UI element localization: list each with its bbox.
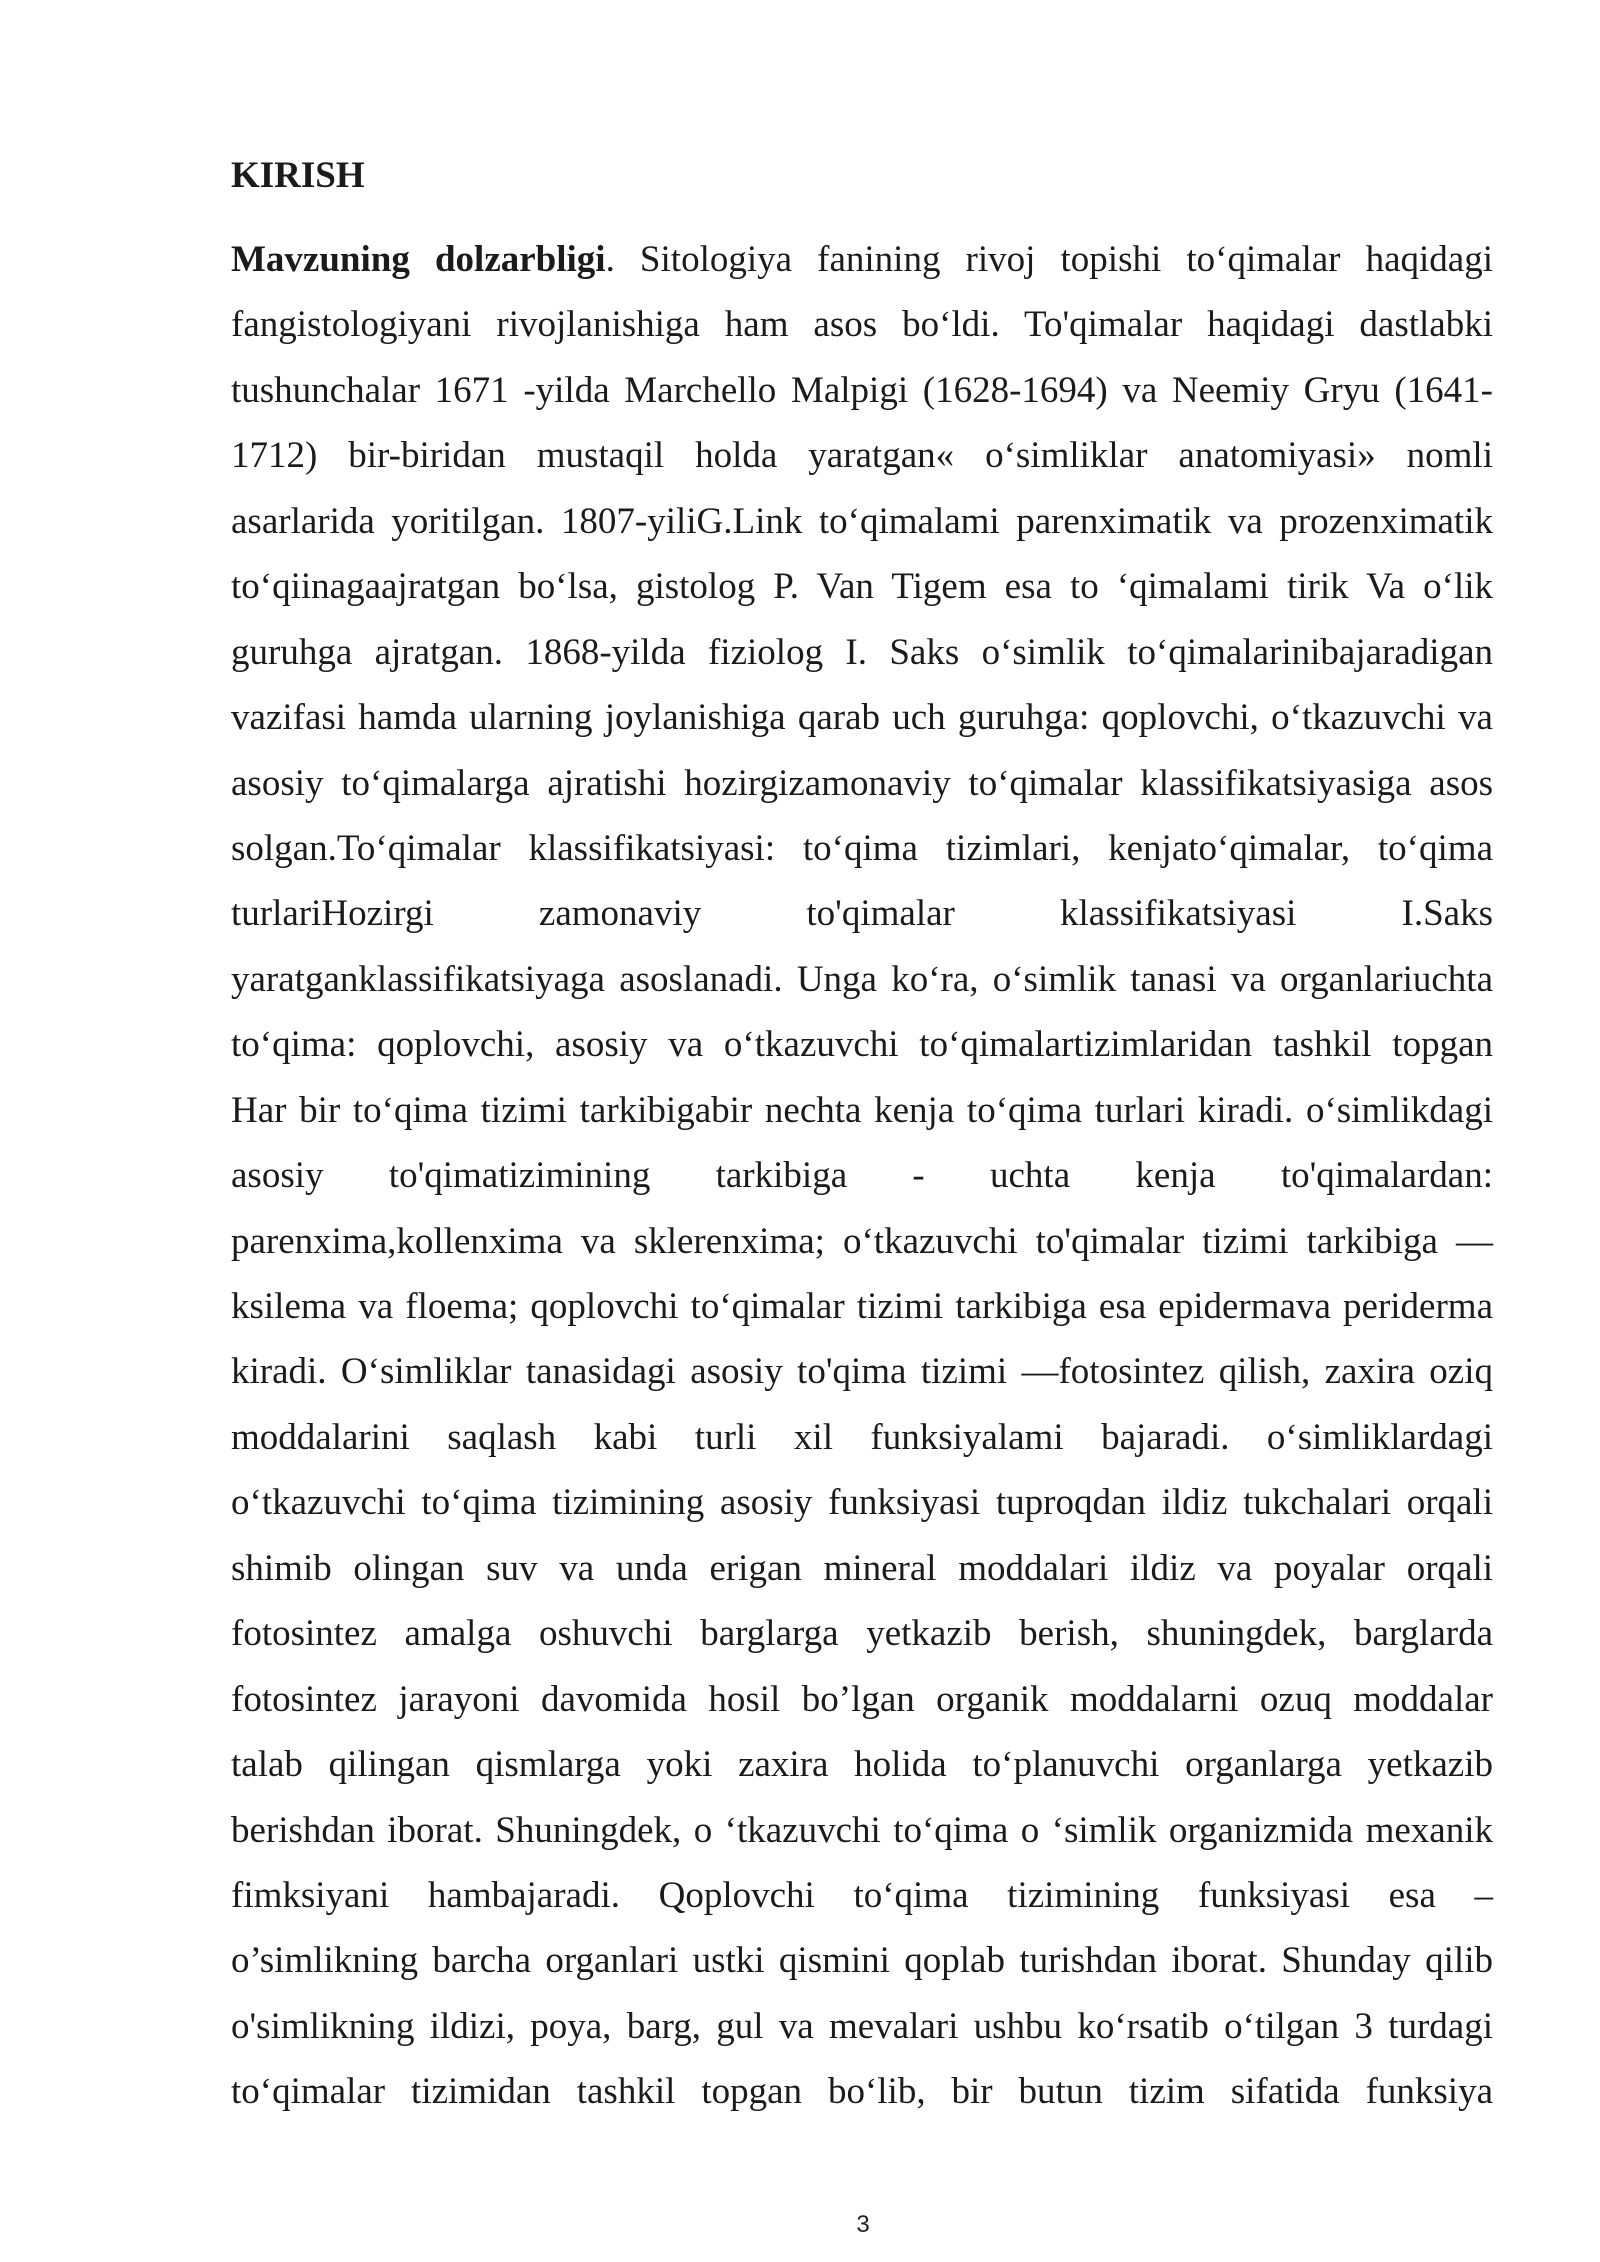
paragraph-line: guruhga ajratgan. 1868-yilda fiziolog I. Saks o‘simlik to‘qimalarinibajaradigan (231, 631, 1493, 673)
paragraph-line: asarlarida yoritilgan. 1807-yiliG.Link to‘qimalami parenximatik va prozenximatik (231, 500, 1493, 542)
paragraph-line: fimksiyani hambajaradi. Qoplovchi to‘qima tizimining funksiyasi esa – (231, 1874, 1493, 1916)
paragraph-line: 1712) bir-biridan mustaqil holda yaratgan« o‘simliklar anatomiyasi» nomli (231, 435, 1493, 477)
paragraph-line: fotosintez amalga oshuvchi barglarga yetkazib berish, shuningdek, barglarda (231, 1613, 1493, 1655)
paragraph-line: moddalarini saqlash kabi turli xil funksiyalami bajaradi. o‘simliklardagi (231, 1416, 1493, 1458)
paragraph-line: o'simlikning ildizi, poya, barg, gul va mevalari ushbu ko‘rsatib o‘tilgan 3 turdagi (231, 2005, 1493, 2047)
paragraph-line: o‘tkazuvchi to‘qima tizimining asosiy funksiyasi tuproqdan ildiz tukchalari orqali (231, 1482, 1493, 1524)
lead-bold-text: Mavzuning dolzarbligi (231, 239, 606, 280)
paragraph-line: to‘qiinagaajratgan bo‘lsa, gistolog P. Van Tigem esa to ‘qimalami tirik Va o‘lik (231, 566, 1493, 608)
paragraph-line: ksilema va floema; qoplovchi to‘qimalar tizimi tarkibiga esa epidermava periderma (231, 1286, 1493, 1327)
paragraph-line: Har bir to‘qima tizimi tarkibigabir nechta kenja to‘qima turlari kiradi. o‘simlikdagi (231, 1089, 1493, 1131)
page-number: 3 (856, 2211, 870, 2238)
paragraph-line: to‘qima: qoplovchi, asosiy va o‘tkazuvchi to‘qimalartizimlaridan tashkil topgan (231, 1024, 1493, 1066)
paragraph-line: parenxima,kollenxima va sklerenxima; o‘tkazuvchi to'qimalar tizimi tarkibiga — (231, 1220, 1493, 1262)
paragraph-line: berishdan iborat. Shuningdek, o ‘tkazuvchi to‘qima o ‘simlik organizmida mexanik (231, 1809, 1493, 1851)
paragraph-line (231, 227, 1495, 292)
lead-text: . Sitologiya fanining rivoj topishi to‘qimalar haqidagi (605, 239, 1493, 280)
paragraph-line: yaratganklassifikatsiyaga asoslanadi. Unga ko‘ra, o‘simlik tanasi va organlariuchta (231, 958, 1493, 1000)
paragraph-line: talab qilingan qismlarga yoki zaxira holida to‘planuvchi organlarga yetkazib (231, 1744, 1494, 1786)
paragraph-line: fangistologiyani rivojlanishiga ham asos bo‘ldi. To'qimalar haqidagi dastlabki (231, 304, 1493, 346)
paragraph-line: to‘qimalar tizimidan tashkil topgan bo‘lib, bir butun tizim sifatida funksiya (231, 2071, 1493, 2113)
paragraph-line: asosiy to‘qimalarga ajratishi hozirgizamonaviy to‘qimalar klassifikatsiyasiga asos (231, 762, 1493, 804)
paragraph-line: vazifasi hamda ularning joylanishiga qarab uch guruhga: qoplovchi, o‘tkazuvchi va (231, 697, 1493, 739)
paragraph-line: kiradi. O‘simliklar tanasidagi asosiy to'qima tizimi —fotosintez qilish, zaxira oziq (231, 1351, 1493, 1393)
paragraph-line: o’simlikning barcha organlari ustki qismini qoplab turishdan iborat. Shunday qilib (231, 1940, 1493, 1982)
body-text (231, 227, 1495, 2125)
paragraph-line: turlariHozirgi zamonaviy to'qimalar klassifikatsiyasi I.Saks (231, 893, 1493, 935)
section-heading: KIRISH (231, 155, 365, 196)
paragraph-line: asosiy to'qimatizimining tarkibiga - uchta kenja to'qimalardan: (231, 1155, 1493, 1197)
paragraph-line: fotosintez jarayoni davomida hosil bo’lgan organik moddalarni ozuq moddalar (231, 1678, 1493, 1720)
paragraph-line: tushunchalar 1671 -yilda Marchello Malpigi (1628-1694) va Neemiy Gryu (1641- (231, 369, 1493, 411)
paragraph-line: solgan.To‘qimalar klassifikatsiyasi: to‘qima tizimlari, kenjato‘qimalar, to‘qima (231, 827, 1493, 869)
paragraph-line: shimib olingan suv va unda erigan mineral moddalari ildiz va poyalar orqali (231, 1547, 1493, 1589)
